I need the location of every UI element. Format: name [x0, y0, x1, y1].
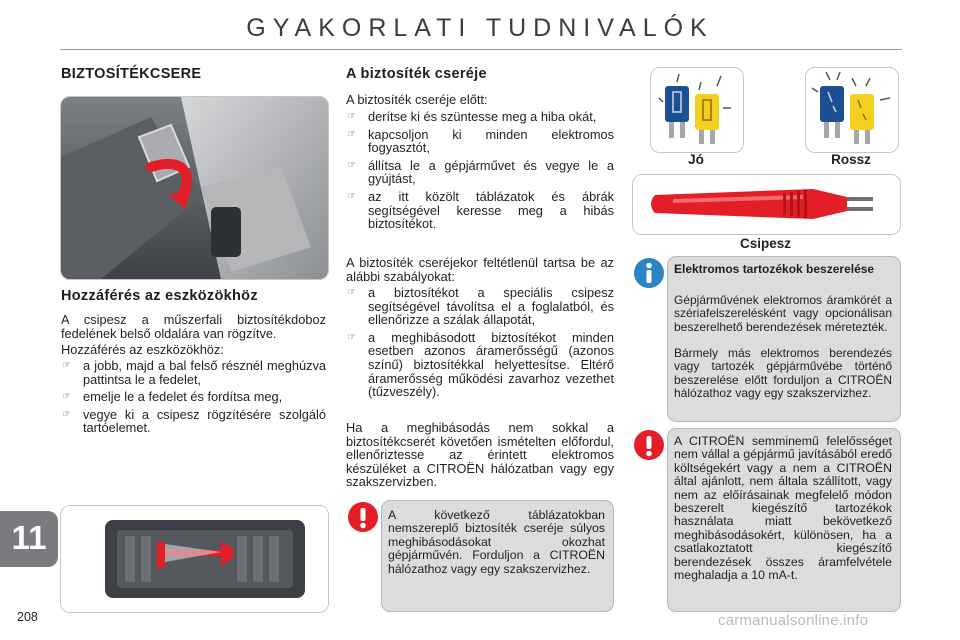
- paragraph: A biztosíték cseréje előtt:: [346, 92, 488, 107]
- list-item: ☞ a jobb, majd a bal felső résznél meghúzva pattintsa le a fedelet,: [62, 358, 326, 387]
- bad-fuse-image: [805, 67, 899, 153]
- footer-watermark-url[interactable]: carmanualsonline.info: [718, 612, 869, 629]
- header-divider: [60, 49, 902, 50]
- info-card: [667, 256, 901, 422]
- section-heading: A biztosíték cseréje: [346, 66, 487, 82]
- page-title: GYAKORLATI TUDNIVALÓK: [246, 14, 714, 42]
- chapter-number: 11: [11, 519, 47, 556]
- list-item: ☞ derítse ki és szüntesse meg a hiba okát,: [347, 109, 597, 124]
- good-label: Jó: [688, 152, 704, 167]
- bullet-hand-icon: ☞: [347, 190, 356, 202]
- warning-icon: [634, 430, 664, 460]
- dashboard-photo: [60, 96, 329, 280]
- tweezers-image: [632, 174, 901, 235]
- rules-list: [346, 286, 614, 403]
- bullet-hand-icon: ☞: [347, 159, 356, 171]
- chapter-tab: [0, 511, 58, 567]
- bullet-hand-icon: ☞: [347, 128, 356, 140]
- paragraph: Hozzáférés az eszközökhöz:: [61, 342, 224, 357]
- list-item: ☞ kapcsoljon ki minden elektromos fogyasztót,: [347, 126, 614, 156]
- bullet-hand-icon: ☞: [347, 111, 356, 122]
- bullet-hand-icon: ☞: [62, 391, 71, 403]
- info-icon: [634, 258, 664, 288]
- list-item: ☞ állítsa le a gépjárművet és vegye le a gyújtást,: [347, 157, 614, 187]
- list-item: ☞ a meghibásodott biztosítékot minden esetben azonos áramerősségű (azonos színű) biztosítékkal helyettesítse. Eltérő áramerősség működési zavarhoz vezethet (tűzveszély).: [347, 329, 614, 400]
- warning-icon: [348, 502, 378, 532]
- fusebox-lid-photo: [60, 505, 329, 613]
- list-item: ☞ emelje le a fedelet és fordítsa meg,: [62, 389, 283, 405]
- tweezers-label: Csipesz: [739, 236, 792, 251]
- access-steps-list: [61, 359, 326, 439]
- warning-text: A CITROËN semminemű felelősséget nem vállal a gépjármű javításából eredő költségekért vagy a nem a CITROËN által ajánlott, nem általa szállított, vagy nem az előírásainak megfelelő módon beszerelt kiegészítő tartozékok használata miatt bekövetkező meghibásodásokért, különösen, ha a csatlakoztatott kiegészítő berendezések összes áramfelvétele meghaladja a 10 mA-t.: [674, 434, 892, 583]
- bullet-hand-icon: ☞: [347, 331, 356, 343]
- bullet-hand-icon: ☞: [62, 360, 71, 371]
- page-number: 208: [17, 610, 38, 624]
- before-replacement-list: [346, 110, 614, 235]
- info-paragraph: Gépjárművének elektromos áramkörét a szériafelszerelésként vagy opcionálisan beszerelhető berendezések méretezték.: [674, 293, 892, 334]
- section-heading: BIZTOSÍTÉKCSERE: [61, 66, 202, 82]
- list-item: ☞ a biztosítékot a speciális csipesz segítségével távolítsa el a foglalatból, és ellenőrizze a szálak állapotát,: [347, 285, 614, 328]
- subheading-access: Hozzáférés az eszközökhöz: [61, 288, 258, 304]
- warning-text: A következő táblázatokban nemszereplő biztosíték cseréje súlyos meghibásodásokat okozhat gépjárművén. Forduljon a CITROËN hálózathoz vagy egy szakszervizhez.: [388, 508, 605, 576]
- info-title: Elektromos tartozékok beszerelése: [674, 262, 875, 276]
- paragraph: A biztosíték cseréjekor feltétlenül tartsa be az alábbi szabályokat:: [346, 255, 614, 284]
- bullet-hand-icon: ☞: [62, 408, 71, 420]
- list-item: ☞ vegye ki a csipesz rögzítésére szolgáló tartóelemet.: [62, 406, 326, 436]
- good-fuse-image: [650, 67, 744, 153]
- bad-label: Rossz: [831, 152, 871, 167]
- paragraph: A csipesz a műszerfali biztosítékdoboz fedelének belső oldalára van rögzítve.: [61, 312, 326, 341]
- paragraph: Ha a meghibásodás nem sokkal a biztosítékcserét követően ismételten előfordul, ellenőriztesse az érintett elektromos készüléket a CITROËN hálózatban vagy egy szakszervizben.: [346, 420, 614, 490]
- warning-card: [667, 428, 901, 612]
- warning-card: [381, 500, 614, 612]
- bullet-hand-icon: ☞: [347, 287, 356, 298]
- info-paragraph: Bármely más elektromos berendezés vagy tartozék gépjárművébe történő beszerelése előtt forduljon a CITROËN hálózathoz vagy egy szakszervizhez.: [674, 346, 892, 400]
- list-item: ☞ az itt közölt táblázatok és ábrák segítségével keresse meg a hibás biztosítékot.: [347, 188, 614, 232]
